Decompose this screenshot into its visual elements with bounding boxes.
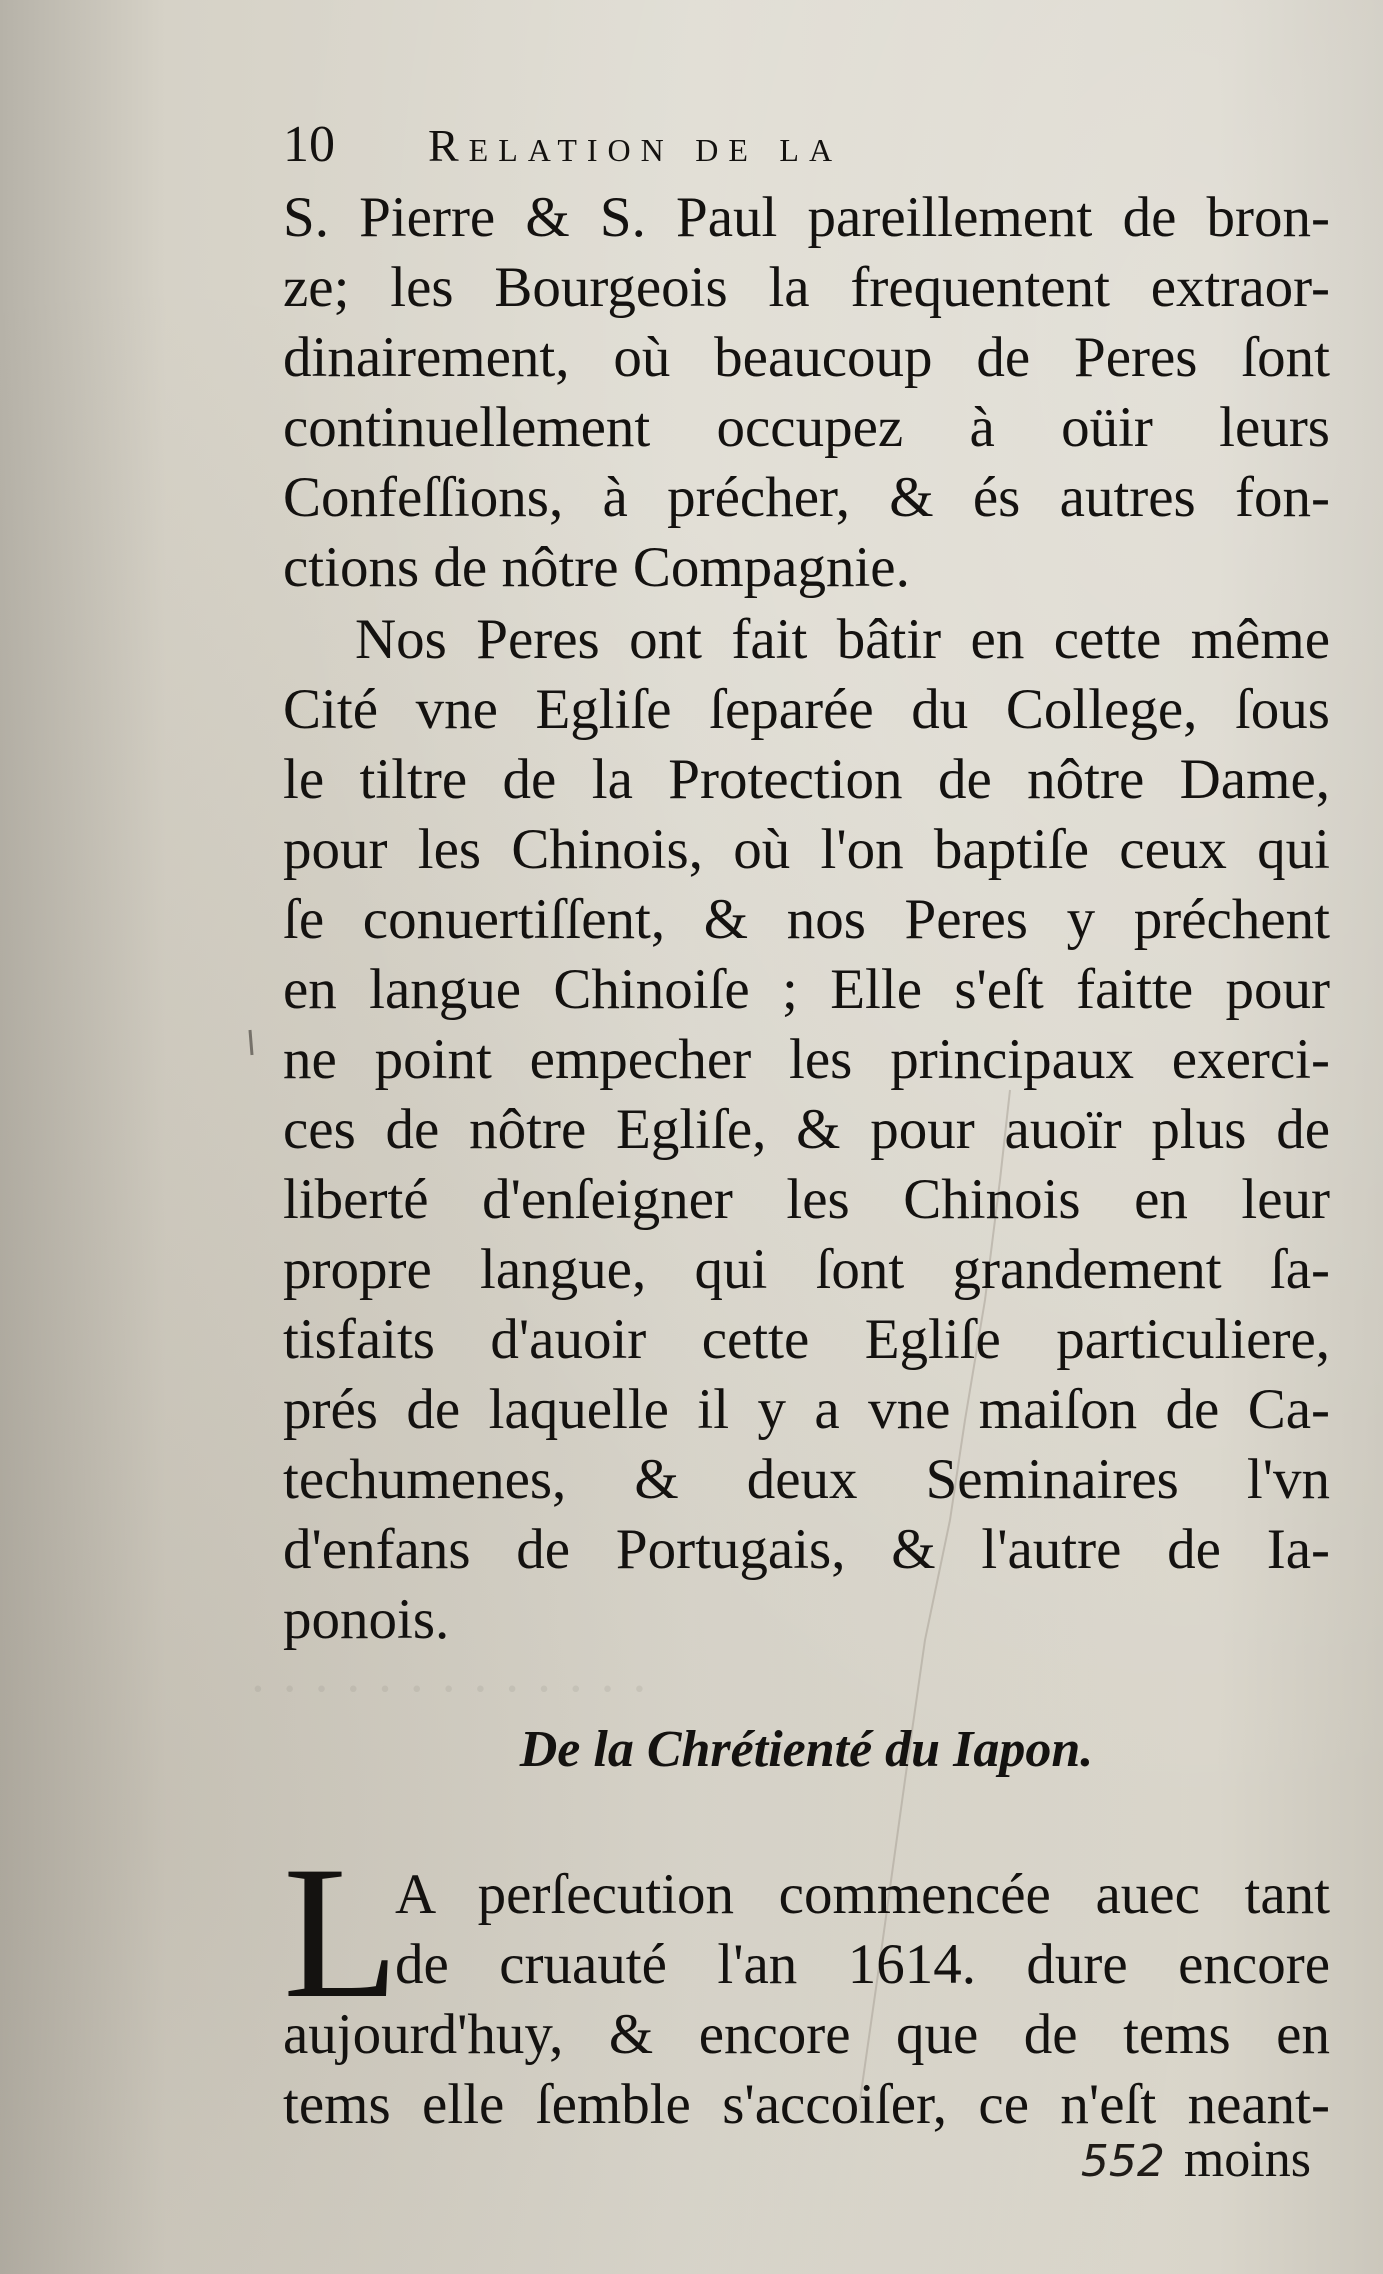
text-line: aujourd'huy, & encore que de tems en (283, 2003, 1330, 2066)
text-line: ctions de nôtre Compagnie. (283, 536, 910, 599)
text-line: continuellement occupez à oüir leurs (283, 396, 1330, 459)
paragraph-1 (283, 183, 1330, 603)
section-heading: De la Chrétienté du Iapon. (519, 1721, 1094, 1778)
text-line: A perſecution commencée auec tant (395, 1863, 1330, 1926)
text-line: propre langue, qui ſont grandement ſa- (283, 1238, 1330, 1301)
text-line: ze; les Bourgeois la frequentent extraor- (283, 256, 1330, 319)
text-line: prés de laquelle il y a vne maiſon de Ca- (283, 1378, 1330, 1441)
text-line: liberté d'enſeigner les Chinois en leur (283, 1168, 1330, 1231)
paragraph-3-capped-lines (395, 1860, 1330, 2000)
handwritten-number: 552 (1080, 2136, 1165, 2187)
text-line: tisfaits d'auoir cette Egliſe particuliere, (283, 1308, 1330, 1371)
text-line: ponois. (283, 1588, 450, 1651)
text-line: ces de nôtre Egliſe, & pour auoïr plus de (283, 1098, 1330, 1161)
drop-cap-initial: L (283, 1828, 400, 2038)
text-line: Cité vne Egliſe ſeparée du College, ſous (283, 678, 1330, 741)
text-line: en langue Chinoiſe ; Elle s'eſt faitte pour (283, 958, 1330, 1021)
running-head: Relation de la (428, 120, 843, 171)
text-line: Confeſſions, à précher, & és autres fon- (283, 466, 1330, 529)
page-header (283, 115, 1183, 183)
show-through-text: · · · · · · · · · · · · · (250, 1660, 648, 1718)
text-line: Nos Peres ont fait bâtir en cette même (355, 608, 1330, 671)
text-line: d'enfans de Portugais, & l'autre de Ia- (283, 1518, 1330, 1581)
text-line: tems elle ſemble s'accoiſer, ce n'eſt neant- (283, 2073, 1330, 2136)
text-line: pour les Chinois, où l'on baptiſe ceux qui (283, 818, 1330, 881)
text-line: techumenes, & deux Seminaires l'vn (283, 1448, 1330, 1511)
page-number: 10 (283, 116, 335, 173)
paragraph-2 (283, 605, 1330, 1655)
catchword-text: moins (1183, 2131, 1311, 2188)
text-line: le tiltre de la Protection de nôtre Dame, (283, 748, 1330, 811)
text-line: ſe conuertiſſent, & nos Peres y préchent (283, 888, 1330, 951)
text-line: ne point empecher les principaux exerci- (283, 1028, 1330, 1091)
catchword (1081, 2130, 1311, 2189)
text-line: dinairement, où beaucoup de Peres ſont (283, 326, 1330, 389)
text-line: de cruauté l'an 1614. dure encore (395, 1933, 1330, 1996)
text-line: S. Pierre & S. Paul pareillement de bron- (283, 186, 1330, 249)
paragraph-3 (283, 2000, 1330, 2140)
